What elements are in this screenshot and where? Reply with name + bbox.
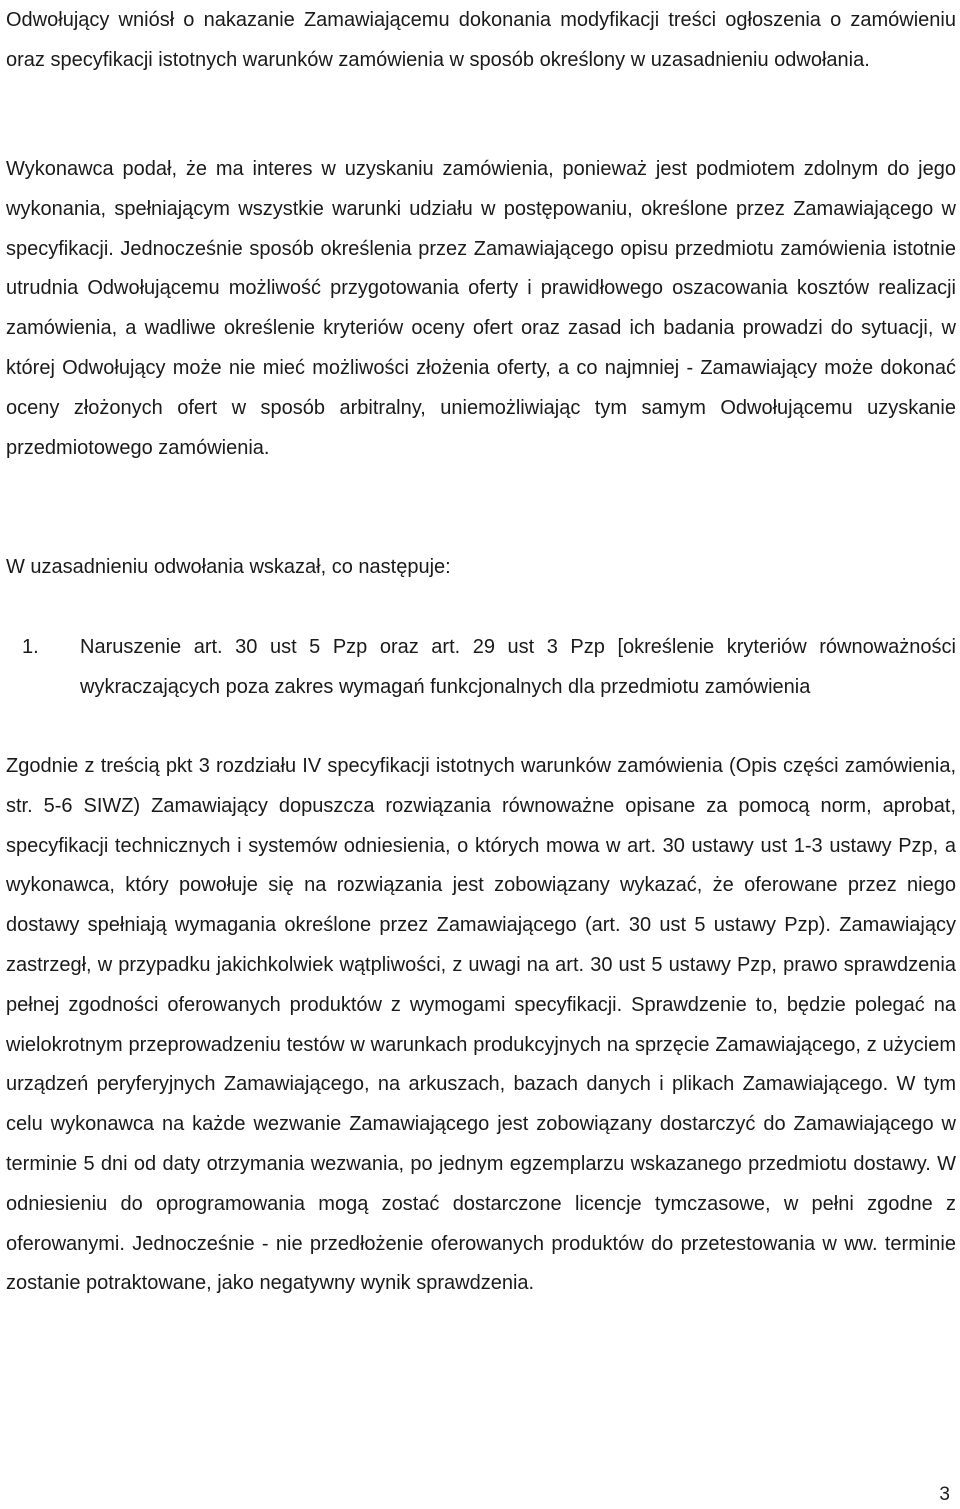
- list-item: [6, 628, 956, 708]
- paragraph-4: Zgodnie z treścią pkt 3 rozdziału IV specyfikacji istotnych warunków zamówienia (Opis części zamówienia, str. 5-6 SIWZ) Zamawiający dopuszcza rozwiązania równoważne opisane za pomocą norm, aprobat, specyfikacji technicznych i systemów odniesienia, o których mowa w art. 30 ustawy ust 1-3 ustawy Pzp, a wykonawca, który powołuje się na rozwiązania jest zobowiązany wykazać, że oferowane przez niego dostawy spełniają wymagania określone przez Zamawiającego (art. 30 ust 5 ustawy Pzp). Zamawiający zastrzegł, w przypadku jakichkolwiek wątpliwości, z uwagi na art. 30 ust 5 ustawy Pzp, prawo sprawdzenia pełnej zgodności oferowanych produktów z wymogami specyfikacji. Sprawdzenie to, będzie polegać na wielokrotnym przeprowadzeniu testów w warunkach produkcyjnych na sprzęcie Zamawiającego, z użyciem urządzeń peryferyjnych Zamawiającego, na arkuszach, bazach danych i plikach Zamawiającego. W tym celu wykonawca na każde wezwanie Zamawiającego jest zobowiązany dostarczyć do Zamawiającego w terminie 5 dni od daty otrzymania wezwania, po jednym egzemplarzu wskazanego przedmiotu dostawy. W odniesieniu do oprogramowania mogą zostać dostarczone licencje tymczasowe, w pełni zgodne z oferowanymi. Jednocześnie - nie przedłożenie oferowanych produktów do przetestowania w ww. terminie zostanie potraktowane, jako negatywny wynik sprawdzenia.: [6, 755, 956, 1295]
- paragraph-2: Wykonawca podał, że ma interes w uzyskaniu zamówienia, ponieważ jest podmiotem zdolnym do jego wykonania, spełniającym wszystkie warunki udziału w postępowaniu, określone przez Zamawiającego w specyfikacji. Jednocześnie sposób określenia przez Zamawiającego opisu przedmiotu zamówienia istotnie utrudnia Odwołującemu możliwość przygotowania oferty i prawidłowego oszacowania kosztów realizacji zamówienia, a wadliwe określenie kryteriów oceny ofert oraz zasad ich badania prowadzi do sytuacji, w której Odwołujący może nie mieć możliwości złożenia oferty, a co najmniej - Zamawiający może dokonać oceny złożonych ofert w sposób arbitralny, uniemożliwiając tym samym Odwołującemu uzyskanie przedmiotowego zamówienia.: [6, 158, 956, 459]
- page-number: 3: [939, 1484, 950, 1505]
- list-item-text: Naruszenie art. 30 ust 5 Pzp oraz art. 29 ust 3 Pzp [określenie kryteriów równoważności wykraczających poza zakres wymagań funkcjonalnych dla przedmiotu zamówienia: [80, 636, 956, 698]
- paragraph-1: Odwołujący wniósł o nakazanie Zamawiającemu dokonania modyfikacji treści ogłoszenia o zamówieniu oraz specyfikacji istotnych warunków zamówienia w sposób określony w uzasadnieniu odwołania.: [6, 9, 956, 71]
- list-item-number: 1.: [22, 636, 39, 658]
- paragraph-3: W uzasadnieniu odwołania wskazał, co następuje:: [6, 556, 451, 578]
